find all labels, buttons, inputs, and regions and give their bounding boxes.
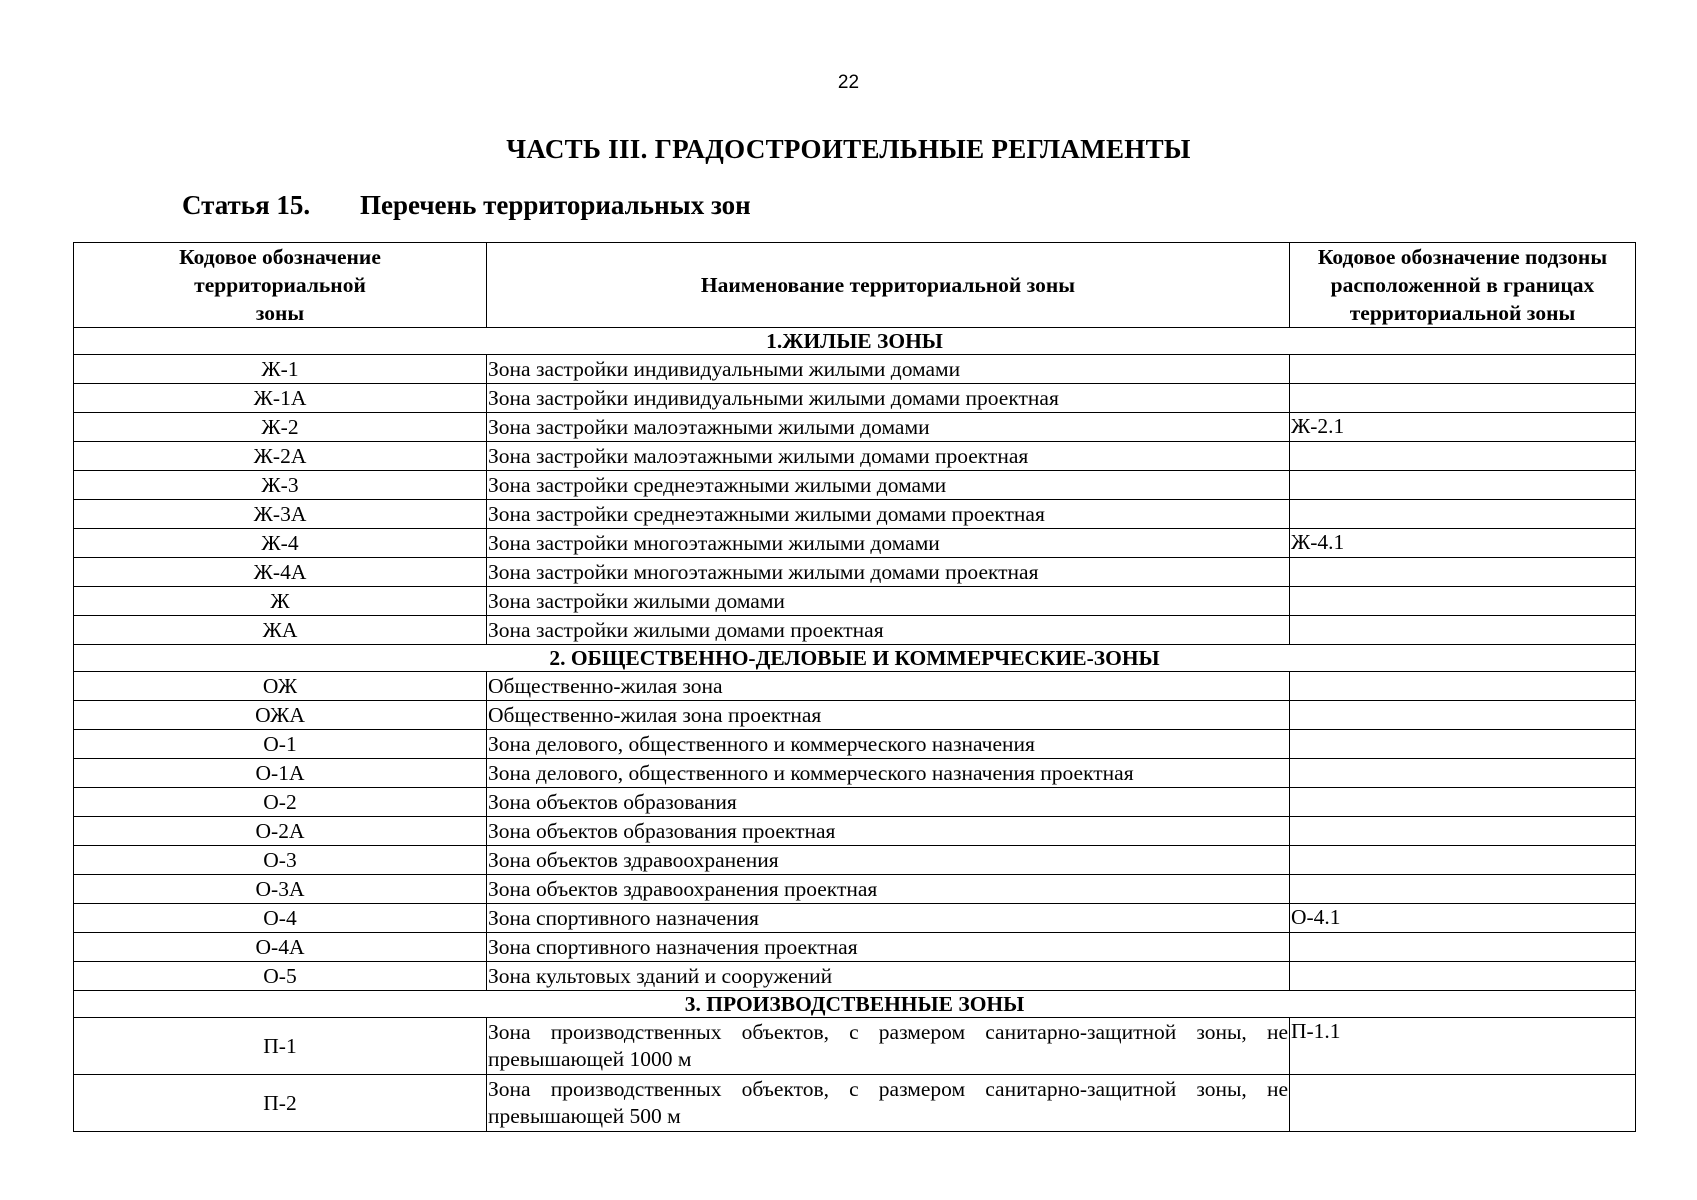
table-row — [74, 875, 1636, 904]
page-number: 22 — [837, 72, 860, 93]
section-title: 2. ОБЩЕСТВЕННО-ДЕЛОВЫЕ И КОММЕРЧЕСКИЕ-ЗОНЫ — [74, 645, 1636, 672]
subzone-code — [1290, 846, 1636, 875]
zone-code: О-2А — [74, 817, 487, 846]
article-heading — [182, 190, 751, 221]
zone-name: Зона застройки индивидуальными жилыми домами проектная — [487, 384, 1290, 413]
subzone-code — [1290, 587, 1636, 616]
table-row — [74, 933, 1636, 962]
zone-code: Ж-2 — [74, 413, 487, 442]
zone-name: Зона производственных объектов, с размером санитарно-защитной зоны, не превышающей 500 м — [487, 1075, 1290, 1132]
table-row — [74, 817, 1636, 846]
section-title: 1.ЖИЛЫЕ ЗОНЫ — [74, 328, 1636, 355]
zone-name: Зона делового, общественного и коммерческого назначения — [487, 730, 1290, 759]
subzone-code — [1290, 442, 1636, 471]
zone-name: Зона объектов здравоохранения — [487, 846, 1290, 875]
table-row — [74, 962, 1636, 991]
table-row — [74, 1018, 1636, 1075]
subzone-code — [1290, 933, 1636, 962]
header-code: Кодовое обозначение территориальной зоны — [74, 243, 487, 328]
subzone-code — [1290, 701, 1636, 730]
zone-code: П-2 — [74, 1075, 487, 1132]
zone-name: Зона застройки жилыми домами проектная — [487, 616, 1290, 645]
table-row — [74, 846, 1636, 875]
table-row — [74, 442, 1636, 471]
table-row — [74, 587, 1636, 616]
part-title: ЧАСТЬ III. ГРАДОСТРОИТЕЛЬНЫЕ РЕГЛАМЕНТЫ — [506, 134, 1191, 164]
zone-code: Ж-3 — [74, 471, 487, 500]
zone-code: О-1А — [74, 759, 487, 788]
table-row — [74, 529, 1636, 558]
zone-code: Ж-4 — [74, 529, 487, 558]
table-row — [74, 616, 1636, 645]
section-row — [74, 645, 1636, 672]
zones-table-body — [74, 328, 1636, 1132]
zone-code: Ж — [74, 587, 487, 616]
zone-name: Зона застройки среднеэтажными жилыми домами проектная — [487, 500, 1290, 529]
subzone-code — [1290, 962, 1636, 991]
subzone-code — [1290, 384, 1636, 413]
zone-code: О-4 — [74, 904, 487, 933]
subzone-code — [1290, 672, 1636, 701]
table-row — [74, 413, 1636, 442]
table-row — [74, 558, 1636, 587]
zone-code: ОЖ — [74, 672, 487, 701]
table-row — [74, 701, 1636, 730]
table-row — [74, 384, 1636, 413]
zone-code: Ж-1А — [74, 384, 487, 413]
subzone-code — [1290, 817, 1636, 846]
table-row — [74, 788, 1636, 817]
subzone-code: Ж-4.1 — [1290, 529, 1636, 558]
table-row — [74, 1075, 1636, 1132]
zone-name: Зона застройки малоэтажными жилыми домами — [487, 413, 1290, 442]
table-row — [74, 759, 1636, 788]
table-row — [74, 471, 1636, 500]
table-row — [74, 355, 1636, 384]
article-number: Статья 15. — [182, 190, 311, 220]
subzone-code — [1290, 730, 1636, 759]
zone-name: Зона застройки жилыми домами — [487, 587, 1290, 616]
header-subzone: Кодовое обозначение подзоны расположенной в границах территориальной зоны — [1290, 243, 1636, 328]
subzone-code: Ж-2.1 — [1290, 413, 1636, 442]
subzone-code — [1290, 1075, 1636, 1132]
zone-name: Общественно-жилая зона проектная — [487, 701, 1290, 730]
zone-code: ОЖА — [74, 701, 487, 730]
zone-name: Зона спортивного назначения — [487, 904, 1290, 933]
subzone-code — [1290, 471, 1636, 500]
subzone-code — [1290, 558, 1636, 587]
zone-name: Зона производственных объектов, с размером санитарно-защитной зоны, не превышающей 1000 м — [487, 1018, 1290, 1075]
zone-name: Зона объектов образования — [487, 788, 1290, 817]
zone-name: Зона спортивного назначения проектная — [487, 933, 1290, 962]
table-row — [74, 904, 1636, 933]
subzone-code — [1290, 500, 1636, 529]
zone-name: Зона застройки многоэтажными жилыми домами проектная — [487, 558, 1290, 587]
zone-code: Ж-2А — [74, 442, 487, 471]
zone-name: Зона застройки среднеэтажными жилыми домами — [487, 471, 1290, 500]
subzone-code: П-1.1 — [1290, 1018, 1636, 1075]
zone-name: Зона застройки индивидуальными жилыми домами — [487, 355, 1290, 384]
zone-code: О-4А — [74, 933, 487, 962]
zone-name: Зона застройки малоэтажными жилыми домами проектная — [487, 442, 1290, 471]
zone-name: Зона объектов здравоохранения проектная — [487, 875, 1290, 904]
subzone-code — [1290, 875, 1636, 904]
zone-code: О-3 — [74, 846, 487, 875]
zone-name: Общественно-жилая зона — [487, 672, 1290, 701]
subzone-code — [1290, 355, 1636, 384]
zone-code: П-1 — [74, 1018, 487, 1075]
zone-code: О-2 — [74, 788, 487, 817]
article-title: Перечень территориальных зон — [360, 190, 751, 220]
zone-code: О-5 — [74, 962, 487, 991]
table-row — [74, 672, 1636, 701]
zone-code: О-3А — [74, 875, 487, 904]
header-name: Наименование территориальной зоны — [487, 243, 1290, 328]
zone-code: Ж-3А — [74, 500, 487, 529]
zone-name: Зона культовых зданий и сооружений — [487, 962, 1290, 991]
zone-code: Ж-4А — [74, 558, 487, 587]
zone-code: Ж-1 — [74, 355, 487, 384]
zone-code: ЖА — [74, 616, 487, 645]
zone-name: Зона делового, общественного и коммерческого назначения проектная — [487, 759, 1290, 788]
zone-code: О-1 — [74, 730, 487, 759]
subzone-code — [1290, 788, 1636, 817]
zone-name: Зона застройки многоэтажными жилыми домами — [487, 529, 1290, 558]
subzone-code — [1290, 616, 1636, 645]
section-row — [74, 328, 1636, 355]
table-row — [74, 500, 1636, 529]
subzone-code — [1290, 759, 1636, 788]
section-title: 3. ПРОИЗВОДСТВЕННЫЕ ЗОНЫ — [74, 991, 1636, 1018]
table-row — [74, 730, 1636, 759]
zone-name: Зона объектов образования проектная — [487, 817, 1290, 846]
subzone-code: О-4.1 — [1290, 904, 1636, 933]
section-row — [74, 991, 1636, 1018]
zones-table — [73, 242, 1636, 1132]
